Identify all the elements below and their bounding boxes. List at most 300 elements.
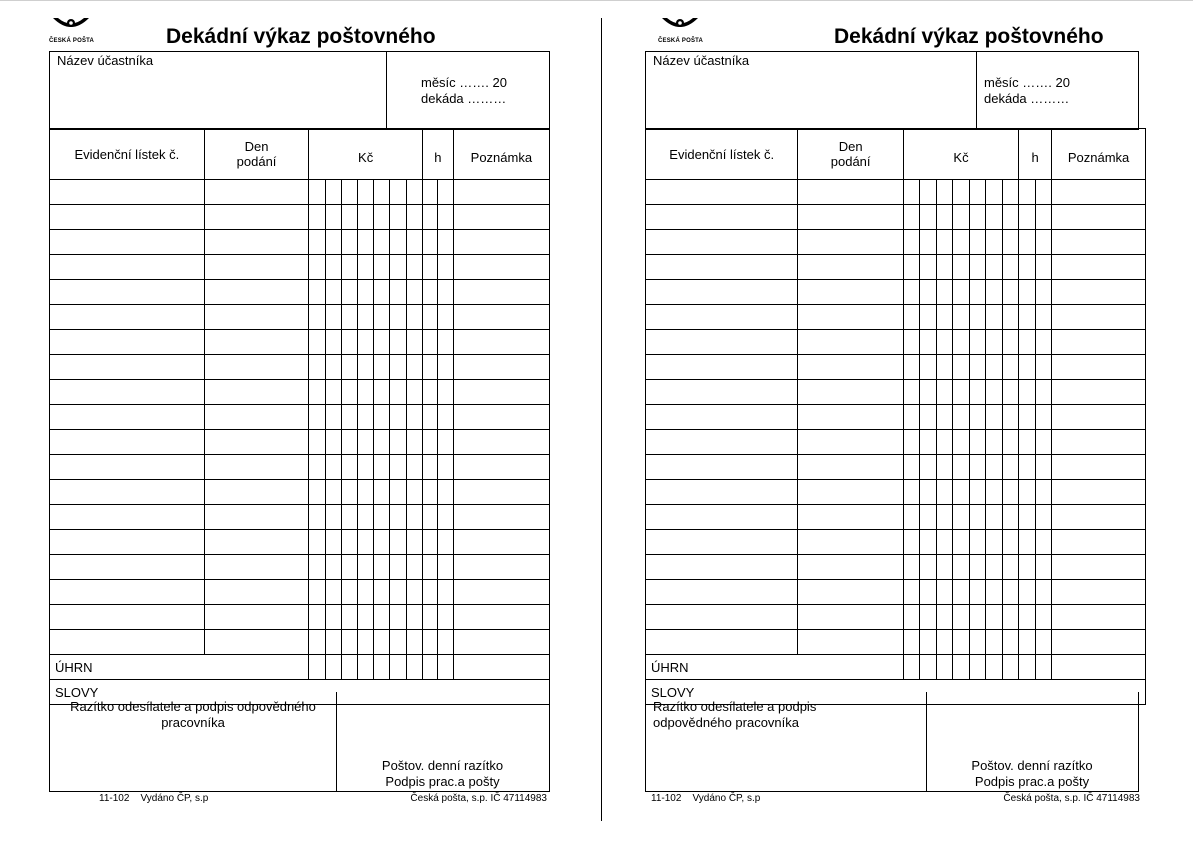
grid-cell[interactable] [1035, 255, 1052, 280]
grid-cell[interactable] [1035, 380, 1052, 405]
grid-cell[interactable] [936, 555, 952, 580]
grid-cell[interactable] [1035, 180, 1052, 205]
total-cell[interactable] [325, 655, 341, 680]
grid-cell[interactable] [204, 580, 309, 605]
grid-cell[interactable] [986, 630, 1002, 655]
grid-cell[interactable] [1002, 255, 1018, 280]
grid-cell[interactable] [422, 180, 437, 205]
grid-cell[interactable] [920, 330, 936, 355]
grid-cell[interactable] [1019, 630, 1036, 655]
grid-cell[interactable] [309, 405, 325, 430]
grid-cell[interactable] [986, 255, 1002, 280]
grid-cell[interactable] [358, 380, 374, 405]
grid-cell[interactable] [903, 555, 919, 580]
grid-cell[interactable] [798, 605, 904, 630]
grid-cell[interactable] [453, 255, 549, 280]
grid-cell[interactable] [1019, 580, 1036, 605]
grid-cell[interactable] [1002, 455, 1018, 480]
grid-cell[interactable] [1052, 505, 1146, 530]
grid-cell[interactable] [903, 330, 919, 355]
grid-cell[interactable] [438, 530, 453, 555]
grid-cell[interactable] [903, 580, 919, 605]
grid-cell[interactable] [1019, 505, 1036, 530]
grid-cell[interactable] [309, 280, 325, 305]
grid-cell[interactable] [1002, 230, 1018, 255]
grid-cell[interactable] [798, 355, 904, 380]
grid-cell[interactable] [1052, 580, 1146, 605]
grid-cell[interactable] [341, 530, 357, 555]
grid-cell[interactable] [953, 480, 969, 505]
grid-cell[interactable] [1035, 355, 1052, 380]
grid-cell[interactable] [969, 305, 985, 330]
grid-cell[interactable] [953, 230, 969, 255]
grid-cell[interactable] [953, 605, 969, 630]
grid-cell[interactable] [646, 230, 798, 255]
grid-cell[interactable] [341, 255, 357, 280]
grid-cell[interactable] [438, 330, 453, 355]
grid-cell[interactable] [986, 305, 1002, 330]
grid-cell[interactable] [1052, 305, 1146, 330]
grid-cell[interactable] [1052, 530, 1146, 555]
grid-cell[interactable] [920, 230, 936, 255]
total-cell[interactable] [390, 655, 406, 680]
grid-cell[interactable] [204, 280, 309, 305]
grid-cell[interactable] [1019, 255, 1036, 280]
grid-cell[interactable] [936, 480, 952, 505]
grid-cell[interactable] [204, 180, 309, 205]
grid-cell[interactable] [953, 255, 969, 280]
grid-cell[interactable] [920, 355, 936, 380]
grid-cell[interactable] [986, 505, 1002, 530]
grid-cell[interactable] [969, 430, 985, 455]
grid-cell[interactable] [1002, 380, 1018, 405]
grid-cell[interactable] [358, 305, 374, 330]
grid-cell[interactable] [422, 205, 437, 230]
grid-cell[interactable] [422, 305, 437, 330]
grid-cell[interactable] [1052, 480, 1146, 505]
grid-cell[interactable] [438, 255, 453, 280]
grid-cell[interactable] [453, 430, 549, 455]
grid-cell[interactable] [374, 430, 390, 455]
grid-cell[interactable] [1035, 580, 1052, 605]
grid-cell[interactable] [903, 455, 919, 480]
grid-cell[interactable] [50, 430, 205, 455]
grid-cell[interactable] [903, 605, 919, 630]
grid-cell[interactable] [50, 330, 205, 355]
grid-cell[interactable] [422, 380, 437, 405]
grid-cell[interactable] [1052, 255, 1146, 280]
grid-cell[interactable] [325, 305, 341, 330]
grid-cell[interactable] [920, 205, 936, 230]
grid-cell[interactable] [953, 455, 969, 480]
grid-cell[interactable] [798, 480, 904, 505]
total-cell[interactable] [309, 655, 325, 680]
grid-cell[interactable] [903, 255, 919, 280]
grid-cell[interactable] [309, 380, 325, 405]
grid-cell[interactable] [1002, 630, 1018, 655]
grid-cell[interactable] [986, 555, 1002, 580]
grid-cell[interactable] [309, 430, 325, 455]
grid-cell[interactable] [50, 230, 205, 255]
grid-cell[interactable] [936, 205, 952, 230]
total-cell[interactable] [358, 655, 374, 680]
grid-cell[interactable] [438, 555, 453, 580]
grid-cell[interactable] [798, 455, 904, 480]
grid-cell[interactable] [1052, 355, 1146, 380]
grid-cell[interactable] [986, 355, 1002, 380]
grid-cell[interactable] [1002, 480, 1018, 505]
grid-cell[interactable] [204, 430, 309, 455]
grid-cell[interactable] [406, 205, 422, 230]
grid-cell[interactable] [953, 555, 969, 580]
grid-cell[interactable] [422, 355, 437, 380]
grid-cell[interactable] [341, 580, 357, 605]
grid-cell[interactable] [406, 580, 422, 605]
grid-cell[interactable] [438, 605, 453, 630]
grid-cell[interactable] [358, 255, 374, 280]
grid-cell[interactable] [1019, 330, 1036, 355]
grid-cell[interactable] [390, 380, 406, 405]
grid-cell[interactable] [309, 580, 325, 605]
grid-cell[interactable] [920, 280, 936, 305]
grid-cell[interactable] [1035, 480, 1052, 505]
grid-cell[interactable] [936, 280, 952, 305]
grid-cell[interactable] [358, 180, 374, 205]
grid-cell[interactable] [309, 455, 325, 480]
grid-cell[interactable] [986, 205, 1002, 230]
grid-cell[interactable] [422, 430, 437, 455]
grid-cell[interactable] [903, 180, 919, 205]
grid-cell[interactable] [936, 230, 952, 255]
grid-cell[interactable] [646, 455, 798, 480]
grid-cell[interactable] [422, 280, 437, 305]
grid-cell[interactable] [1019, 180, 1036, 205]
grid-cell[interactable] [646, 280, 798, 305]
grid-cell[interactable] [341, 430, 357, 455]
grid-cell[interactable] [390, 480, 406, 505]
grid-cell[interactable] [646, 555, 798, 580]
grid-cell[interactable] [953, 380, 969, 405]
grid-cell[interactable] [309, 480, 325, 505]
grid-cell[interactable] [1035, 230, 1052, 255]
grid-cell[interactable] [358, 580, 374, 605]
grid-cell[interactable] [969, 630, 985, 655]
grid-cell[interactable] [204, 355, 309, 380]
grid-cell[interactable] [1019, 230, 1036, 255]
grid-cell[interactable] [920, 305, 936, 330]
grid-cell[interactable] [204, 205, 309, 230]
grid-cell[interactable] [341, 205, 357, 230]
grid-cell[interactable] [50, 280, 205, 305]
grid-cell[interactable] [390, 405, 406, 430]
grid-cell[interactable] [406, 430, 422, 455]
grid-cell[interactable] [1035, 630, 1052, 655]
total-cell[interactable] [953, 655, 969, 680]
grid-cell[interactable] [969, 555, 985, 580]
grid-cell[interactable] [309, 205, 325, 230]
grid-cell[interactable] [406, 305, 422, 330]
grid-cell[interactable] [936, 455, 952, 480]
grid-cell[interactable] [920, 530, 936, 555]
grid-cell[interactable] [798, 630, 904, 655]
grid-cell[interactable] [646, 305, 798, 330]
grid-cell[interactable] [1035, 605, 1052, 630]
grid-cell[interactable] [325, 505, 341, 530]
grid-cell[interactable] [798, 530, 904, 555]
grid-cell[interactable] [798, 255, 904, 280]
grid-cell[interactable] [1019, 555, 1036, 580]
grid-cell[interactable] [453, 605, 549, 630]
grid-cell[interactable] [406, 555, 422, 580]
grid-cell[interactable] [986, 280, 1002, 305]
total-cell[interactable] [1002, 655, 1018, 680]
grid-cell[interactable] [390, 580, 406, 605]
grid-cell[interactable] [1019, 480, 1036, 505]
grid-cell[interactable] [1052, 405, 1146, 430]
grid-cell[interactable] [341, 230, 357, 255]
grid-cell[interactable] [453, 230, 549, 255]
grid-cell[interactable] [646, 430, 798, 455]
grid-cell[interactable] [204, 230, 309, 255]
grid-cell[interactable] [453, 330, 549, 355]
grid-cell[interactable] [406, 330, 422, 355]
grid-cell[interactable] [341, 355, 357, 380]
grid-cell[interactable] [453, 380, 549, 405]
grid-cell[interactable] [374, 380, 390, 405]
grid-cell[interactable] [50, 255, 205, 280]
grid-cell[interactable] [903, 430, 919, 455]
grid-cell[interactable] [953, 305, 969, 330]
grid-cell[interactable] [358, 230, 374, 255]
grid-cell[interactable] [1052, 455, 1146, 480]
grid-cell[interactable] [204, 480, 309, 505]
grid-cell[interactable] [406, 355, 422, 380]
grid-cell[interactable] [936, 580, 952, 605]
grid-cell[interactable] [1052, 280, 1146, 305]
grid-cell[interactable] [646, 355, 798, 380]
grid-cell[interactable] [903, 480, 919, 505]
grid-cell[interactable] [309, 305, 325, 330]
grid-cell[interactable] [341, 505, 357, 530]
grid-cell[interactable] [50, 355, 205, 380]
grid-cell[interactable] [438, 180, 453, 205]
grid-cell[interactable] [936, 355, 952, 380]
grid-cell[interactable] [920, 455, 936, 480]
grid-cell[interactable] [374, 330, 390, 355]
grid-cell[interactable] [438, 355, 453, 380]
total-cell[interactable] [422, 655, 437, 680]
grid-cell[interactable] [204, 255, 309, 280]
grid-cell[interactable] [358, 455, 374, 480]
grid-cell[interactable] [325, 330, 341, 355]
grid-cell[interactable] [903, 205, 919, 230]
grid-cell[interactable] [986, 380, 1002, 405]
total-cell[interactable] [1019, 655, 1036, 680]
grid-cell[interactable] [438, 580, 453, 605]
grid-cell[interactable] [969, 405, 985, 430]
grid-cell[interactable] [390, 330, 406, 355]
grid-cell[interactable] [903, 355, 919, 380]
grid-cell[interactable] [920, 180, 936, 205]
grid-cell[interactable] [390, 305, 406, 330]
total-cell[interactable] [936, 655, 952, 680]
grid-cell[interactable] [953, 205, 969, 230]
grid-cell[interactable] [341, 555, 357, 580]
grid-cell[interactable] [936, 630, 952, 655]
grid-cell[interactable] [1052, 230, 1146, 255]
grid-cell[interactable] [390, 230, 406, 255]
grid-cell[interactable] [374, 480, 390, 505]
grid-cell[interactable] [936, 380, 952, 405]
words-label[interactable]: SLOVY [646, 680, 1146, 705]
grid-cell[interactable] [1002, 530, 1018, 555]
grid-cell[interactable] [341, 305, 357, 330]
grid-cell[interactable] [1035, 405, 1052, 430]
grid-cell[interactable] [1052, 180, 1146, 205]
grid-cell[interactable] [1035, 205, 1052, 230]
grid-cell[interactable] [358, 480, 374, 505]
grid-cell[interactable] [798, 580, 904, 605]
grid-cell[interactable] [325, 230, 341, 255]
grid-cell[interactable] [50, 305, 205, 330]
grid-cell[interactable] [453, 580, 549, 605]
grid-cell[interactable] [358, 405, 374, 430]
grid-cell[interactable] [341, 180, 357, 205]
grid-cell[interactable] [903, 280, 919, 305]
grid-cell[interactable] [1002, 405, 1018, 430]
grid-cell[interactable] [453, 180, 549, 205]
grid-cell[interactable] [390, 430, 406, 455]
total-cell[interactable] [1035, 655, 1052, 680]
grid-cell[interactable] [798, 305, 904, 330]
grid-cell[interactable] [1019, 605, 1036, 630]
grid-cell[interactable] [50, 605, 205, 630]
grid-cell[interactable] [1019, 305, 1036, 330]
grid-cell[interactable] [438, 230, 453, 255]
grid-cell[interactable] [969, 380, 985, 405]
grid-cell[interactable] [1052, 330, 1146, 355]
grid-cell[interactable] [936, 180, 952, 205]
grid-cell[interactable] [438, 505, 453, 530]
grid-cell[interactable] [309, 255, 325, 280]
grid-cell[interactable] [986, 330, 1002, 355]
grid-cell[interactable] [341, 605, 357, 630]
grid-cell[interactable] [953, 505, 969, 530]
grid-cell[interactable] [50, 505, 205, 530]
grid-cell[interactable] [358, 355, 374, 380]
grid-cell[interactable] [1035, 505, 1052, 530]
grid-cell[interactable] [325, 430, 341, 455]
grid-cell[interactable] [358, 630, 374, 655]
grid-cell[interactable] [453, 530, 549, 555]
grid-cell[interactable] [325, 555, 341, 580]
grid-cell[interactable] [1052, 555, 1146, 580]
grid-cell[interactable] [390, 630, 406, 655]
grid-cell[interactable] [920, 430, 936, 455]
grid-cell[interactable] [646, 605, 798, 630]
grid-cell[interactable] [422, 530, 437, 555]
grid-cell[interactable] [358, 430, 374, 455]
grid-cell[interactable] [325, 280, 341, 305]
grid-cell[interactable] [204, 555, 309, 580]
grid-cell[interactable] [798, 555, 904, 580]
grid-cell[interactable] [953, 580, 969, 605]
grid-cell[interactable] [920, 580, 936, 605]
grid-cell[interactable] [903, 305, 919, 330]
grid-cell[interactable] [406, 380, 422, 405]
grid-cell[interactable] [374, 455, 390, 480]
grid-cell[interactable] [969, 280, 985, 305]
total-cell[interactable] [374, 655, 390, 680]
grid-cell[interactable] [341, 480, 357, 505]
grid-cell[interactable] [309, 355, 325, 380]
grid-cell[interactable] [50, 205, 205, 230]
grid-cell[interactable] [903, 405, 919, 430]
grid-cell[interactable] [406, 180, 422, 205]
grid-cell[interactable] [325, 205, 341, 230]
grid-cell[interactable] [358, 555, 374, 580]
grid-cell[interactable] [422, 330, 437, 355]
grid-cell[interactable] [969, 230, 985, 255]
grid-cell[interactable] [646, 505, 798, 530]
grid-cell[interactable] [422, 480, 437, 505]
grid-cell[interactable] [1002, 505, 1018, 530]
grid-cell[interactable] [438, 455, 453, 480]
grid-cell[interactable] [646, 380, 798, 405]
grid-cell[interactable] [325, 255, 341, 280]
grid-cell[interactable] [453, 405, 549, 430]
grid-cell[interactable] [969, 180, 985, 205]
total-cell[interactable] [438, 655, 453, 680]
words-label[interactable]: SLOVY [50, 680, 550, 705]
grid-cell[interactable] [953, 180, 969, 205]
grid-cell[interactable] [422, 255, 437, 280]
grid-cell[interactable] [374, 355, 390, 380]
grid-cell[interactable] [969, 580, 985, 605]
grid-cell[interactable] [1052, 630, 1146, 655]
grid-cell[interactable] [798, 230, 904, 255]
grid-cell[interactable] [1019, 205, 1036, 230]
grid-cell[interactable] [953, 405, 969, 430]
grid-cell[interactable] [953, 280, 969, 305]
grid-cell[interactable] [1035, 330, 1052, 355]
grid-cell[interactable] [390, 280, 406, 305]
grid-cell[interactable] [422, 555, 437, 580]
grid-cell[interactable] [936, 405, 952, 430]
grid-cell[interactable] [920, 480, 936, 505]
grid-cell[interactable] [1002, 205, 1018, 230]
grid-cell[interactable] [920, 630, 936, 655]
grid-cell[interactable] [798, 205, 904, 230]
grid-cell[interactable] [920, 255, 936, 280]
grid-cell[interactable] [969, 205, 985, 230]
grid-cell[interactable] [936, 330, 952, 355]
grid-cell[interactable] [1035, 430, 1052, 455]
grid-cell[interactable] [920, 380, 936, 405]
grid-cell[interactable] [969, 355, 985, 380]
grid-cell[interactable] [798, 430, 904, 455]
grid-cell[interactable] [390, 530, 406, 555]
grid-cell[interactable] [646, 255, 798, 280]
grid-cell[interactable] [358, 505, 374, 530]
grid-cell[interactable] [936, 305, 952, 330]
grid-cell[interactable] [406, 505, 422, 530]
grid-cell[interactable] [1019, 530, 1036, 555]
grid-cell[interactable] [50, 530, 205, 555]
grid-cell[interactable] [798, 180, 904, 205]
grid-cell[interactable] [374, 605, 390, 630]
total-cell[interactable] [920, 655, 936, 680]
